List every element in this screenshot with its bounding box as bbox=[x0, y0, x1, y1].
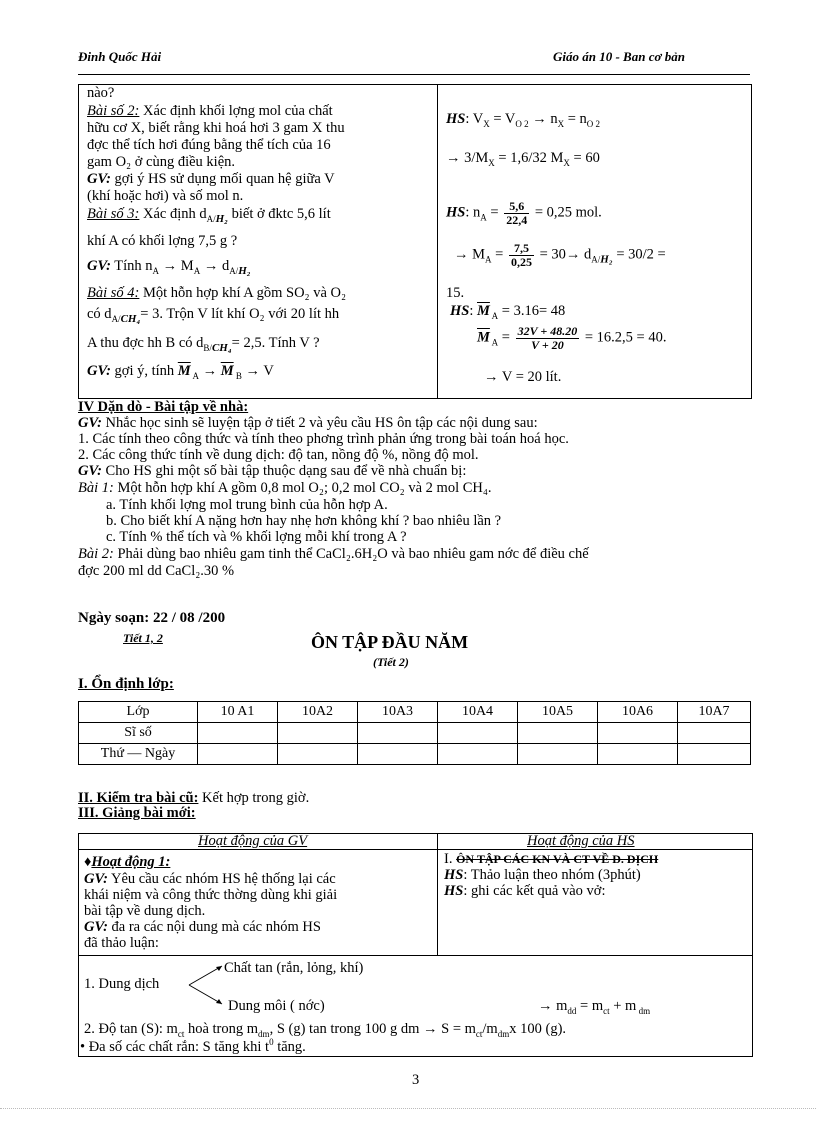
class-table-header-cell: 10A5 bbox=[518, 702, 598, 723]
class-table-header-cell: 10A7 bbox=[678, 702, 751, 723]
bai-so-2-line3: đợc thể tích hơi đúng bằng thể tích của 16 bbox=[87, 137, 331, 153]
homework-bai-1: Bài 1: Một hỗn hợp khí A gồm 0,8 mol O₂; 0,2 mol CO₂ và 2 mol CH₄. bbox=[78, 480, 492, 496]
dung-moi: Dung môi ( nớc) bbox=[228, 998, 325, 1014]
gv-hint-1-line2: (khí hoặc hơi) và số mol n. bbox=[87, 188, 244, 204]
bai-so-2-line1: Bài số 2: Xác định khối lợng mol của chất bbox=[87, 103, 333, 119]
hs-section-title: I. ÔN TẬP CÁC KN VÀ CT VỀ D. DỊCH bbox=[444, 851, 659, 867]
mdd-formula: → $m_{dd} = m_{ct} + m$ $_{dm}$ bbox=[538, 998, 651, 1016]
section-on-dinh-lop: I. Ổn định lớp: bbox=[78, 676, 174, 692]
class-table-row-label: Sĩ số bbox=[79, 723, 198, 744]
bai-so-3-line2: khí A có khối lợng 7,5 g ? bbox=[87, 233, 238, 249]
class-table-header-cell: 10A3 bbox=[358, 702, 438, 723]
activity-table-divider bbox=[437, 833, 438, 955]
activity-table-header-rule bbox=[78, 849, 752, 850]
homework-title: IV Dặn dò - Bài tập về nhà: bbox=[78, 399, 249, 415]
hs-answer-4: → $M_A$ = $\frac{7,5}{0,25}$ = $30\to d_{A/H_2} = 30/2$ = bbox=[454, 241, 666, 269]
header-rule bbox=[78, 74, 750, 75]
class-table-header-cell: 10A6 bbox=[598, 702, 678, 723]
hs-activity-2: HS: ghi các kết quả vào vở: bbox=[444, 883, 606, 899]
class-table-header-cell: 10A2 bbox=[278, 702, 358, 723]
header-course: Giáo án 10 - Ban cơ bản bbox=[553, 49, 685, 64]
gv-hint-3: GV: gợi ý, tính $\overline{M}$ $_A \to \overline{M}$ $_B$ → V bbox=[87, 363, 274, 381]
gv-hint-1: GV: gợi ý HS sử dụng mối quan hệ giữa V bbox=[87, 171, 335, 187]
class-table-row-thu-ngay bbox=[79, 744, 751, 765]
top-left-line0: nào? bbox=[87, 85, 115, 101]
hs-answer-3: HS: $n_A$ = $\frac{5,6}{22,4}$ = 0,25 mol. bbox=[446, 199, 602, 227]
top-table-divider bbox=[437, 84, 438, 398]
activity-gv-line1: GV: Yêu cầu các nhóm HS hệ thống lại các bbox=[84, 871, 336, 887]
bai-so-3-line1: Bài số 3: Xác định $d_{A/H_2}$ biết ở đktc 5,6 lít bbox=[87, 206, 331, 225]
activity-table-mid-rule bbox=[78, 955, 752, 956]
bai-so-2-line4: gam O₂ ở cùng điều kiện. bbox=[87, 154, 236, 170]
hs-answer-6: HS: $\overline{M}$ $_A$ = 3.16= 48 bbox=[450, 303, 566, 321]
hs-answer-1: HS: $V_X = V_{O 2} \to n_X = n_{O 2}$ bbox=[446, 111, 601, 129]
activity-gv-line3: bài tập về dung dịch. bbox=[84, 903, 206, 919]
header-author: Đinh Quốc Hải bbox=[78, 49, 162, 64]
homework-gv-1: GV: Nhắc học sinh sẽ luyện tập ở tiết 2 và yêu cầu HS ôn tập các nội dung sau: bbox=[78, 415, 538, 431]
bullet-do-tan: • Đa số các chất rắn: S tăng khi $t^0$ tăng. bbox=[80, 1037, 306, 1055]
dung-dich-label: 1. Dung dịch bbox=[84, 976, 160, 992]
fraction-5-6-over-22-4: $\frac{5,6}{22,4}$ bbox=[506, 199, 528, 227]
class-table-header-cell: Lớp bbox=[79, 702, 198, 723]
lesson-title: ÔN TẬP ĐẦU NĂM bbox=[311, 632, 469, 652]
gv-hint-2: GV: Tính $n_A \to M_A \to d_{A/H_2}$ bbox=[87, 258, 251, 277]
homework-item-2: 2. Các công thức tính về dung dịch: độ tan, nồng độ %, nồng độ mol. bbox=[78, 447, 479, 463]
homework-item-1: 1. Các tính theo công thức và tính theo phơng trình phản ứng trong bài toán hoá học. bbox=[78, 431, 569, 447]
class-table-row-label: Thứ — Ngày bbox=[79, 744, 198, 765]
homework-bai-1-c: c. Tính % thể tích và % khối lợng mỗi khí trong A ? bbox=[106, 529, 407, 545]
branch-arrows bbox=[186, 960, 226, 1010]
class-table bbox=[78, 701, 751, 765]
chat-tan: Chất tan (rắn, lỏng, khí) bbox=[224, 960, 364, 976]
class-table-header-cell: 10 A1 bbox=[198, 702, 278, 723]
page-bottom-dotted-rule bbox=[0, 1108, 816, 1109]
class-table-header-row bbox=[79, 702, 751, 723]
tiet-label: Tiết 1, 2 bbox=[123, 631, 163, 645]
activity-gv2-line1: GV: đa ra các nội dung mà các nhóm HS bbox=[84, 919, 321, 935]
homework-gv-2: GV: Cho HS ghi một số bài tập thuộc dạng sau để về nhà chuẩn bị: bbox=[78, 463, 467, 479]
hs-answer-7: $\overline{M}$ $_A$ = $\frac{32V + 48.20}{V + 20}$ = 16.2,5 = 40. bbox=[477, 324, 667, 352]
col-gv-header: Hoạt động của GV bbox=[198, 833, 308, 849]
fraction-mixture: $\frac{32V + 48.20}{V + 20}$ bbox=[517, 324, 578, 352]
activity-gv-line2: khái niệm và công thức thờng dùng khi giải bbox=[84, 887, 338, 903]
homework-bai-2-line2: đợc 200 ml dd CaCl₂.30 % bbox=[78, 563, 235, 579]
class-table-header-cell: 10A4 bbox=[438, 702, 518, 723]
hoat-dong-1: ♦Hoạt động 1: bbox=[84, 854, 171, 870]
bai-so-4-line2: có $d_{A/CH_4}= 3$. Trộn V lít khí O₂ với 20 lít hh bbox=[87, 306, 340, 325]
fraction-7-5-over-0-25: $\frac{7,5}{0,25}$ bbox=[510, 241, 532, 269]
hs-answer-2: → $3/M_X = 1,6/32$ $M_X = 60$ bbox=[446, 150, 600, 168]
prep-date: Ngày soạn: 22 / 08 /200 bbox=[78, 610, 226, 626]
homework-bai-1-b: b. Cho biết khí A nặng hơn hay nhẹ hơn không khí ? bao nhiêu lần ? bbox=[106, 513, 502, 529]
bai-so-4-line1: Bài số 4: Một hỗn hợp khí A gồm SO₂ và O₂ bbox=[87, 285, 347, 301]
lesson-subtitle: (Tiết 2) bbox=[373, 655, 409, 669]
section-kiem-tra: II. Kiểm tra bài cũ: Kết hợp trong giờ. bbox=[78, 790, 310, 806]
bai-so-2-line2: hữu cơ X, biết rằng khi hoá hơi 3 gam X thu bbox=[87, 120, 345, 136]
col-hs-header: Hoạt động của HS bbox=[527, 833, 635, 849]
diamond-icon: ♦ bbox=[84, 854, 92, 870]
homework-bai-1-a: a. Tính khối lợng mol trung bình của hỗn hợp A. bbox=[106, 497, 388, 513]
hs-answer-8: → V = 20 lít. bbox=[484, 369, 562, 385]
hs-activity-1: HS: Thảo luận theo nhóm (3phút) bbox=[444, 867, 641, 883]
section-giang-bai: III. Giảng bài mới: bbox=[78, 805, 196, 821]
homework-bai-2: Bài 2: Phải dùng bao nhiêu gam tinh thể CaCl₂.6H₂O và bao nhiêu gam nớc để điều chế bbox=[78, 546, 589, 562]
do-tan-formula: 2. Độ tan (S): $m_{ct}$ hoà trong $m_{dm}$, S (g) tan trong 100 g dm → $S = m_{ct}/m_{dm}x$ 100 (g). bbox=[84, 1021, 567, 1039]
hs-answer-5: 15. bbox=[446, 285, 465, 301]
bai-so-4-line3: A thu đợc hh B có $d_{B/CH_4}= 2,5$. Tính V ? bbox=[87, 335, 320, 354]
class-table-row-si-so bbox=[79, 723, 751, 744]
page-number: 3 bbox=[412, 1072, 420, 1088]
activity-gv2-line2: đã thảo luận: bbox=[84, 935, 159, 951]
